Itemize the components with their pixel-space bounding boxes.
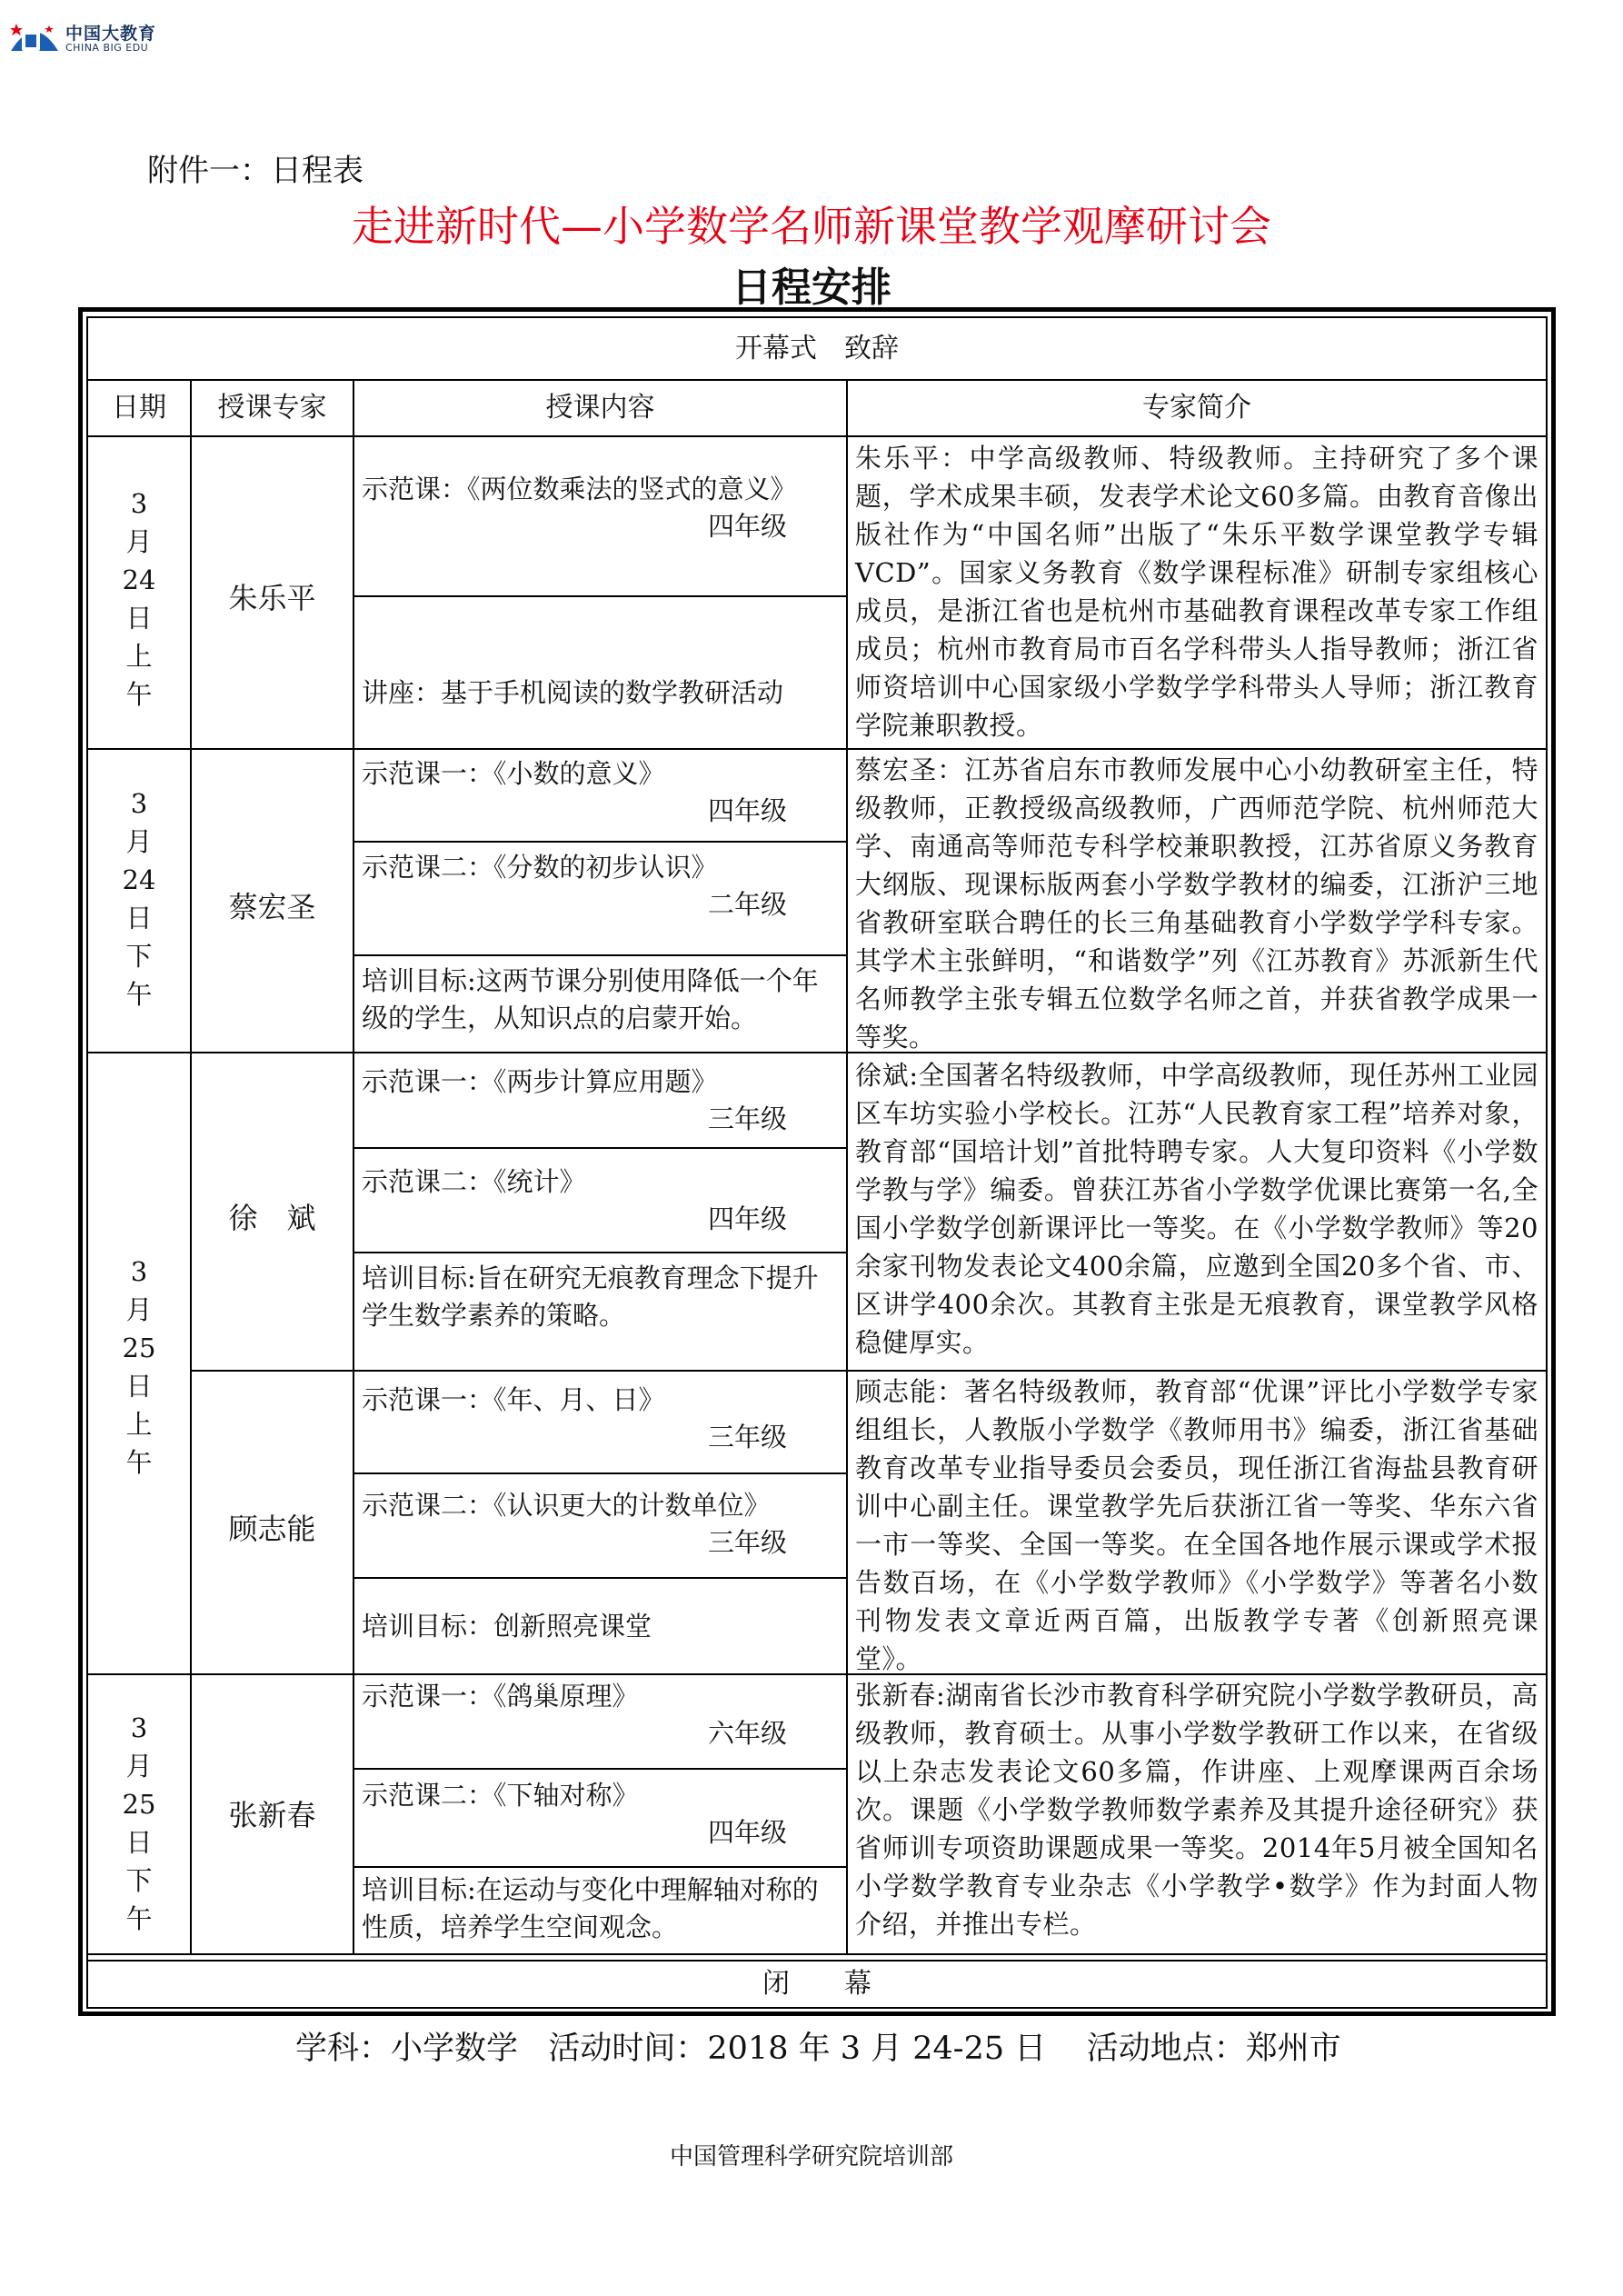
course-item bbox=[362, 471, 841, 545]
course-grade: 四年级 bbox=[707, 795, 787, 826]
logo-emblem-icon bbox=[9, 18, 60, 55]
course-grade: 四年级 bbox=[707, 1203, 787, 1234]
course-grade: 六年级 bbox=[707, 1718, 787, 1749]
date-cell: 3 月 25 日 下 午 bbox=[122, 1712, 156, 1934]
course-title: 示范课一：《鸽巢原理》 bbox=[362, 1681, 639, 1712]
course-title: 示范课二：《分数的初步认识》 bbox=[362, 852, 718, 883]
expert-name: 蔡宏圣 bbox=[228, 890, 316, 924]
place-text: 活动地点：郑州市 bbox=[1086, 2031, 1341, 2067]
expert-name: 徐 斌 bbox=[228, 1201, 316, 1235]
expert-bio: 张新春:湖南省长沙市教育科学研究院小学数学教研员，高级教师，教育硕士。从事小学数学教研工作以来，在省级以上杂志发表论文60多篇，作讲座、上观摩课两百余场次。课题《小学数学教师数学素养及其提升途径研究》获省师训专项资助课题成果一等奖。2014年5月被全国知名小学数学教育专业杂志《小学教学•数学》作为封面人物介绍，并推出专栏。 bbox=[855, 1680, 1538, 1940]
course-grade: 三年级 bbox=[707, 1422, 787, 1452]
organizer-text: 中国管理科学研究院培训部 bbox=[669, 2143, 953, 2171]
date-cell: 3 月 24 日 下 午 bbox=[122, 788, 156, 1010]
course-title: 示范课一：《小数的意义》 bbox=[362, 758, 665, 789]
header-content: 授课内容 bbox=[545, 392, 655, 424]
course-title: 示范课二：《下轴对称》 bbox=[362, 1780, 639, 1811]
course-grade: 四年级 bbox=[707, 511, 787, 542]
course-grade: 三年级 bbox=[707, 1103, 787, 1134]
expert-bio: 徐斌:全国著名特级教师，中学高级教师，现任苏州工业园区车坊实验小学校长。江苏“人民教育家工程”培养对象，教育部“国培计划”首批特聘专家。人大复印资料《小学数学教与学》编委。曾获江苏省小学数学优课比赛第一名,全国小学数学创新课评比一等奖。在《小学数学教师》等20余家刊物发表论文400余篇，应邀到全国20多个省、市、区讲学400余次。其教育主张是无痕教育，课堂教学风格稳健厚实。 bbox=[855, 1060, 1538, 1358]
course-title: 示范课一：《年、月、日》 bbox=[362, 1384, 665, 1415]
course-item bbox=[362, 1063, 841, 1138]
closing-row: 闭 幕 bbox=[762, 1968, 871, 2000]
course-grade: 三年级 bbox=[707, 1527, 787, 1558]
logo-en-text: CHINA BIG EDU bbox=[65, 42, 149, 54]
course-title: 示范课一：《两步计算应用题》 bbox=[362, 1066, 718, 1097]
expert-bio: 蔡宏圣：江苏省启东市教师发展中心小幼教研室主任，特级教师，正教授级高级教师，广西师范学院、杭州师范大学、南通高等师范专科学校兼职教授，江苏省原义务教育大纲版、现课标版两套小学数学教材的编委，江浙沪三地省教研室联合聘任的长三角基础教育小学数学学科专家。其学术主张鲜明，“和谐数学”列《江苏教育》苏派新生代名师教学主张专辑五位数学名师之首，并获省教学成果一等奖。 bbox=[855, 754, 1538, 1053]
time-text: 活动时间：2018 年 3 月 24-25 日 bbox=[548, 2031, 1047, 2067]
course-title: 培训目标:这两节课分别使用降低一个年级的学生，从知识点的启蒙开始。 bbox=[362, 965, 819, 1033]
subject-text: 学科：小学数学 bbox=[295, 2031, 519, 2067]
course-item bbox=[362, 1487, 841, 1562]
course-item bbox=[362, 1777, 841, 1852]
course-grade: 二年级 bbox=[707, 889, 787, 920]
sub-title: 日程安排 bbox=[732, 265, 891, 311]
course-item bbox=[362, 755, 841, 830]
schedule-table bbox=[86, 316, 1548, 2009]
header-expert: 授课专家 bbox=[217, 392, 327, 424]
main-title: 走进新时代—小学数学名师新课堂教学观摩研讨会 bbox=[352, 202, 1271, 251]
expert-name: 朱乐平 bbox=[228, 581, 316, 615]
course-item bbox=[362, 1678, 841, 1752]
expert-name: 张新春 bbox=[228, 1798, 316, 1832]
course-item bbox=[362, 1163, 841, 1238]
course-item bbox=[362, 1608, 841, 1645]
attachment-label: 附件一：日程表 bbox=[147, 153, 363, 189]
course-grade: 四年级 bbox=[707, 1817, 787, 1848]
course-item bbox=[362, 849, 841, 923]
course-title: 培训目标:在运动与变化中理解轴对称的性质，培养学生空间观念。 bbox=[362, 1874, 819, 1942]
course-title: 示范课二：《认识更大的计数单位》 bbox=[362, 1490, 771, 1521]
course-title: 示范课：《两位数乘法的竖式的意义》 bbox=[362, 474, 797, 504]
opening-row: 开幕式 致辞 bbox=[735, 333, 899, 364]
date-cell: 3 月 25 日 上 午 bbox=[122, 1256, 156, 1478]
expert-bio: 朱乐平：中学高级教师、特级教师。主持研究了多个课题，学术成果丰硕，发表学术论文60多篇。由教育音像出版社作为“中国名师”出版了“朱乐平数学课堂教学专辑VCD”。国家义务教育《数学课程标准》研制专家组核心成员，是浙江省也是杭州市基础教育课程改革专家工作组成员；杭州市教育局市百名学科带头人指导教师；浙江省师资培训中心国家级小学数学学科带头人导师；浙江教育学院兼职教授。 bbox=[855, 443, 1538, 741]
course-title: 培训目标:旨在研究无痕教育理念下提升学生数学素养的策略。 bbox=[362, 1263, 819, 1331]
logo-cn-text: 中国大教育 bbox=[65, 24, 157, 44]
event-info-line bbox=[295, 2023, 1341, 2069]
course-item bbox=[362, 1872, 841, 1946]
header-intro: 专家简介 bbox=[1142, 392, 1251, 424]
course-title: 培训目标：创新照亮课堂 bbox=[362, 1611, 652, 1642]
header-date: 日期 bbox=[112, 392, 166, 424]
course-title: 示范课二：《统计》 bbox=[362, 1166, 586, 1197]
course-item bbox=[362, 963, 841, 1037]
expert-bio: 顾志能：著名特级教师，教育部“优课”评比小学数学专家组组长，人教版小学数学《教师用书》编委，浙江省基础教育改革专业指导委员会委员，现任浙江省海盐县教育研训中心副主任。课堂教学先后获浙江省一等奖、华东六省一市一等奖、全国一等奖。在全国各地作展示课或学术报告数百场，在《小学数学教师》《小学数学》等著名小数刊物发表文章近两百篇，出版教学专著《创新照亮课堂》。 bbox=[855, 1376, 1538, 1674]
course-item bbox=[362, 1260, 841, 1334]
expert-name: 顾志能 bbox=[228, 1512, 316, 1546]
course-title: 讲座：基于手机阅读的数学教研活动 bbox=[362, 677, 784, 708]
course-item bbox=[362, 674, 841, 712]
org-logo bbox=[9, 15, 182, 58]
course-item bbox=[362, 1382, 841, 1456]
date-cell: 3 月 24 日 上 午 bbox=[122, 488, 156, 710]
